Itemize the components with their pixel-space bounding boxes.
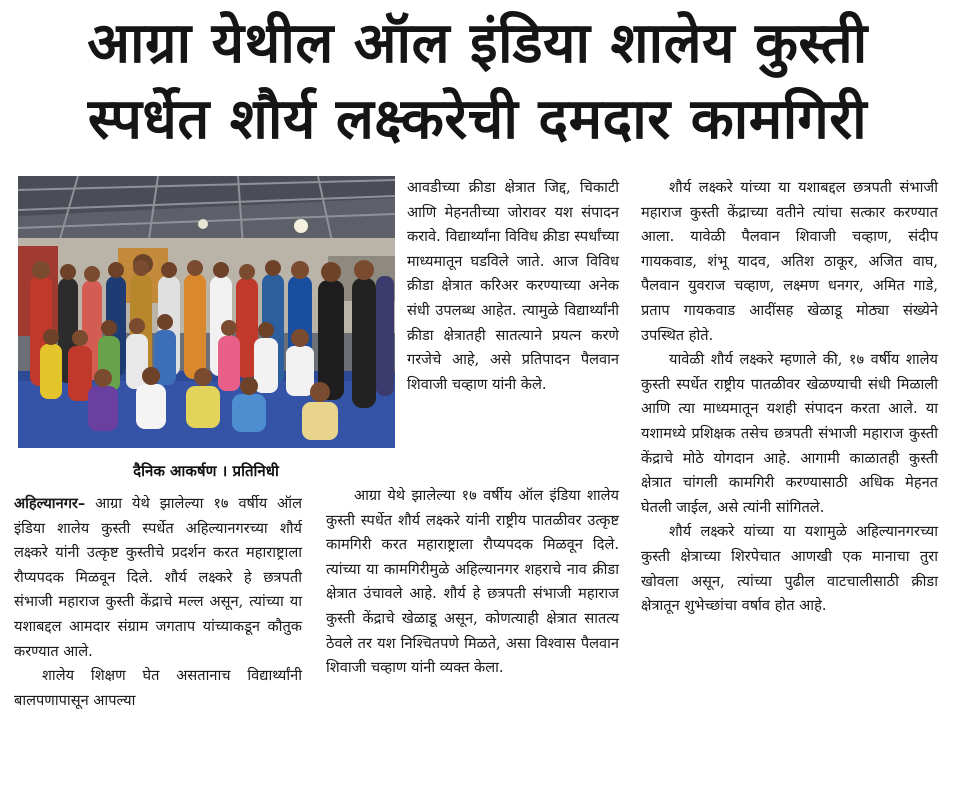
article-column-3 [641, 176, 938, 619]
article-paragraph [14, 492, 302, 664]
byline: दैनिक आकर्षण । प्रतिनिधी [133, 462, 279, 480]
headline-line-2: स्पर्धेत शौर्य लक्ष्करेची दमदार कामगिरी [87, 87, 868, 152]
article-column-1 [14, 492, 302, 713]
article-paragraph: शालेय शिक्षण घेत असतानाच विद्यार्थ्यांनी बालपणापासून आपल्या [14, 667, 302, 709]
paragraph-text: आग्रा येथे झालेल्या १७ वर्षीय ऑल इंडिया शालेय कुस्ती स्पर्धेत अहिल्यानगरच्या शौर्य लक्ष्करे यांनी उत्कृष्ट कुस्तीचे प्रदर्शन करत महाराष्ट्राला रौप्यपदक मिळवून दिले. शौर्य लक्ष्करे हे छत्रपती संभाजी महाराज कुस्ती केंद्राचे मल्ल असून, त्यांच्या या यशाबद्दल आमदार संग्राम जगताप यांच्याकडून कौतुक करण्यात आले. [14, 495, 303, 660]
article-paragraph: शौर्य लक्ष्करे यांच्या या यशामुळे अहिल्यानगरच्या कुस्ती क्षेत्राच्या शिरपेचात आणखी एक मानाचा तुरा खोवला असून, त्यांच्या पुढील वाटचालीसाठी क्रीडा क्षेत्रातून शुभेच्छांचा वर्षाव होत आहे. [641, 523, 938, 615]
article-column-2-top [407, 176, 619, 397]
article-paragraph: आग्रा येथे झालेल्या १७ वर्षीय ऑल इंडिया शालेय कुस्ती स्पर्धेत शौर्य लक्ष्करे यांनी राष्ट्रीय पातळीवर उत्कृष्ट कामगिरी करत महाराष्ट्राला रौप्यपदक मिळवून दिले. त्यांच्या या कामगिरीमुळे अहिल्यानगर शहराचे नाव क्रीडा क्षेत्रात उंचावले आहे. शौर्य हे छत्रपती संभाजी महाराज कुस्ती केंद्राचे खेळाडू असून, कोणत्याही क्षेत्रात सातत्य ठेवले तर यश निश्चितपणे मिळते, असा विश्वास पैलवान शिवाजी चव्हाण यांनी व्यक्त केला. [326, 487, 619, 677]
article-paragraph: यावेळी शौर्य लक्ष्करे म्हणाले की, १७ वर्षीय शालेय कुस्ती स्पर्धेत राष्ट्रीय पातळीवर खेळण्याची संधी मिळाली आणि त्या माध्यमातून यशही संपादन करता आले. या यशामध्ये प्रशिक्षक तसेच छत्रपती संभाजी महाराज कुस्ती केंद्राचे मोठे योगदान आहे. आगामी काळातही कुस्ती क्षेत्रात चांगली कामगिरी करण्यासाठी अधिक मेहनत घेतली जाईल, असे त्यांनी सांगितले. [641, 351, 938, 516]
article-paragraph: शौर्य लक्ष्करे यांच्या या यशाबद्दल छत्रपती संभाजी महाराज कुस्ती केंद्राच्या वतीने त्यांचा सत्कार करण्यात आला. यावेळी पैलवान शिवाजी चव्हाण, संदीप गायकवाड, शंभू यादव, अतिश ठाकूर, अजित वाघ, पैलवान युवराज चव्हाण, लक्ष्मण धनगर, अमित गाडे, प्रताप गायकवाड आदींसह खेळाडू मोठ्या संख्येने उपस्थित होते. [641, 179, 938, 344]
group-photo-illustration [18, 176, 395, 448]
article-column-2-bottom [326, 484, 619, 681]
headline [0, 6, 955, 158]
headline-line-1: आग्रा येथील ऑल इंडिया शालेय कुस्ती [87, 11, 868, 76]
article-paragraph: आवडीच्या क्रीडा क्षेत्रात जिद्द, चिकाटी आणि मेहनतीच्या जोरावर यश संपादन करावे. विद्यार्थ्यांना विविध क्रीडा स्पर्धांच्या माध्यमातून घडविले जाते. आज विविध क्रीडा क्षेत्रात करिअर करण्याच्या अनेक संधी उपलब्ध आहेत. त्यामुळे विद्यार्थ्यांनी क्रीडा क्षेत्रातही सातत्याने प्रयत्न करणे गरजेचे आहे, असे प्रतिपादन पैलवान शिवाजी चव्हाण यांनी केले. [407, 179, 619, 393]
group-photo [18, 176, 395, 448]
dateline: अहिल्यानगर– [14, 495, 86, 512]
